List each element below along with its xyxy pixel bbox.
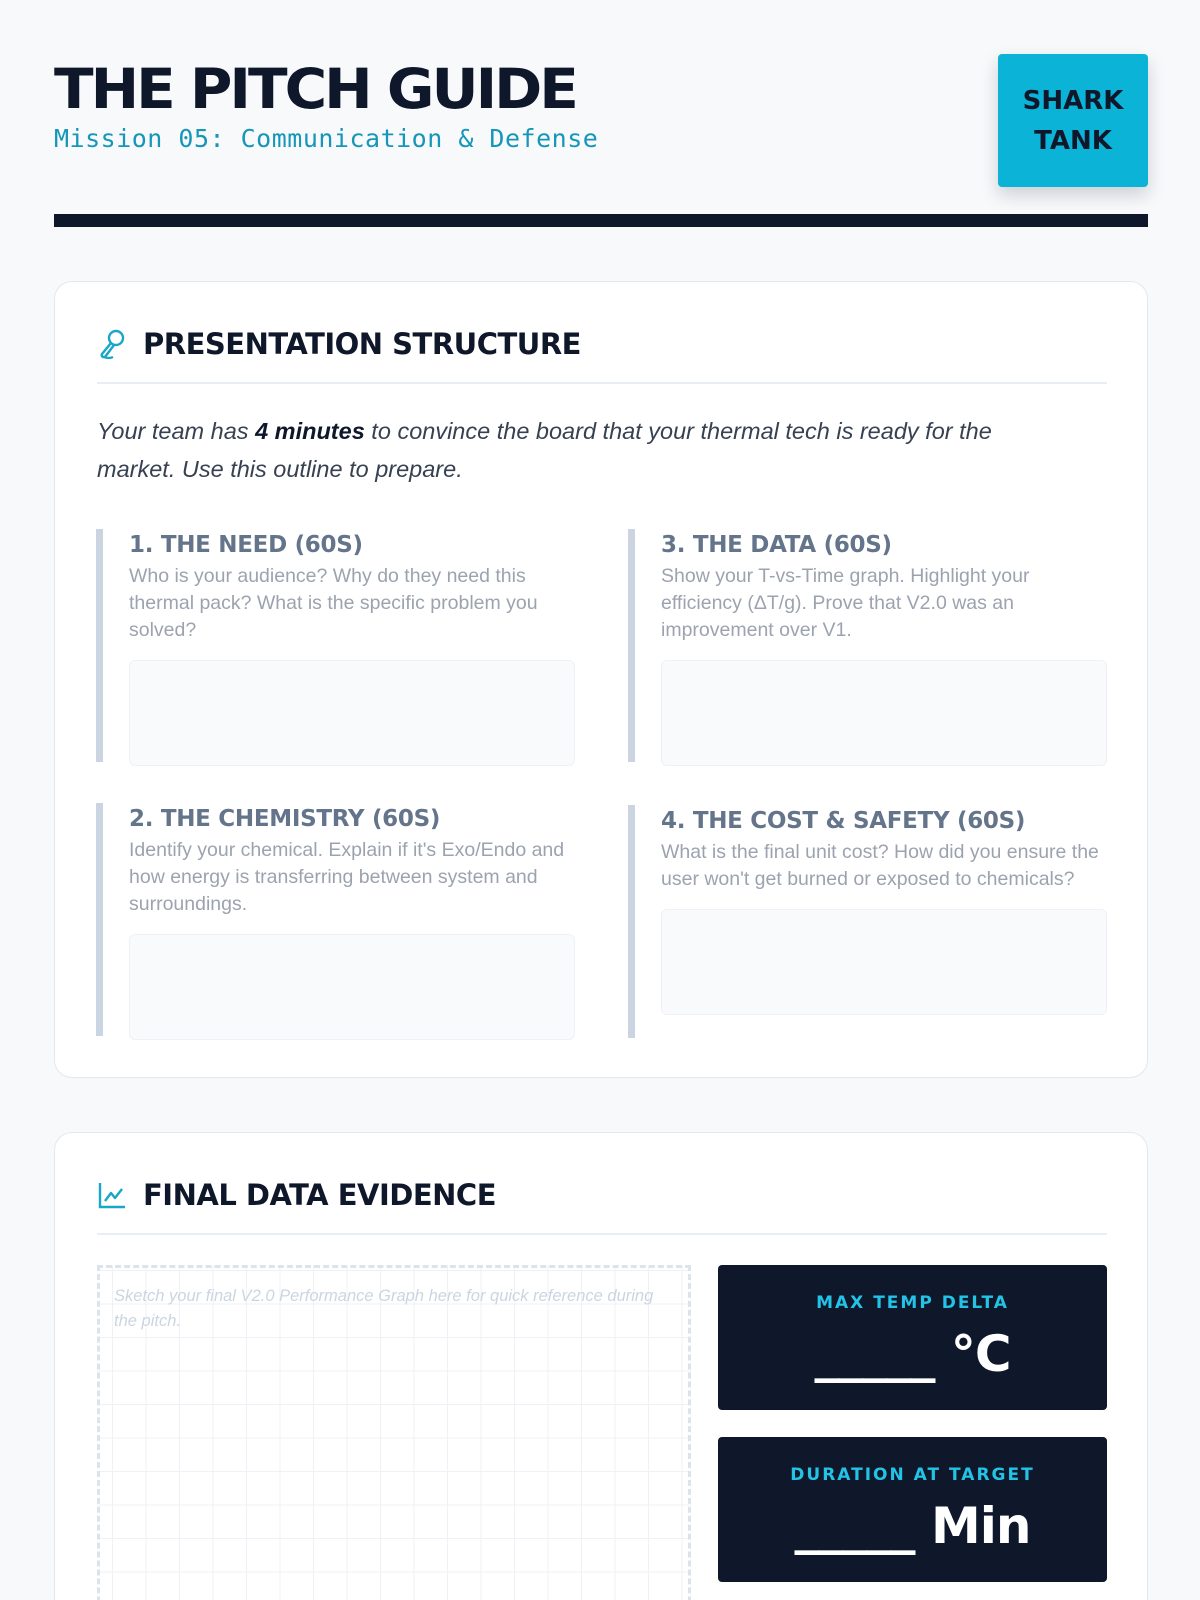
page-subtitle: Mission 05: Communication & Defense — [54, 124, 599, 153]
outline-section-data — [628, 529, 1108, 762]
outline-section-cost-safety — [628, 805, 1108, 1038]
notes-field[interactable] — [661, 909, 1107, 1015]
header-divider — [54, 214, 1148, 227]
presentation-structure-card — [54, 281, 1148, 1078]
stat-value[interactable]: _____ °C — [814, 1325, 1011, 1383]
section-description: What is the final unit cost? How did you ensure the user won't get burned or exposed to chemicals? — [661, 841, 1099, 890]
section-heading: FINAL DATA EVIDENCE — [143, 1178, 497, 1212]
page-header — [54, 50, 1148, 190]
section-title: 4. THE COST & SAFETY (60S) — [661, 808, 1026, 834]
stat-value[interactable]: _____ Min — [794, 1497, 1031, 1555]
outline-section-need — [96, 529, 576, 762]
stat-label: DURATION AT TARGET — [790, 1465, 1035, 1485]
section-title: 2. THE CHEMISTRY (60S) — [129, 806, 441, 832]
time-limit: 4 minutes — [255, 418, 365, 444]
card-header — [97, 1179, 1107, 1235]
sketch-hint: Sketch your final V2.0 Performance Graph here for quick reference during the pitch. — [114, 1287, 654, 1330]
shark-tank-badge: SHARK TANK — [998, 54, 1148, 187]
intro-text: Your team has 4 minutes to convince the board that your thermal tech is ready for the market. Use this outline to prepare. — [97, 418, 992, 482]
section-heading: PRESENTATION STRUCTURE — [143, 327, 581, 361]
outline-section-chemistry — [96, 803, 576, 1036]
microphone-icon — [97, 328, 127, 360]
section-description: Who is your audience? Why do they need this thermal pack? What is the specific problem you solved? — [129, 565, 538, 641]
notes-field[interactable] — [661, 660, 1107, 766]
final-data-evidence-card — [54, 1132, 1148, 1600]
notes-field[interactable] — [129, 934, 575, 1040]
card-header — [97, 328, 1107, 384]
section-description: Identify your chemical. Explain if it's Exo/Endo and how energy is transferring between system and surroundings. — [129, 839, 565, 915]
graph-sketch-area[interactable] — [97, 1265, 691, 1600]
page-title: THE PITCH GUIDE — [54, 56, 576, 122]
notes-field[interactable] — [129, 660, 575, 766]
section-description: Show your T-vs-Time graph. Highlight your efficiency (ΔT/g). Prove that V2.0 was an improvement over V1. — [661, 565, 1030, 641]
line-chart-icon — [97, 1179, 127, 1211]
stat-card-max-temp-delta — [718, 1265, 1107, 1410]
stat-label: MAX TEMP DELTA — [816, 1293, 1009, 1313]
section-title: 3. THE DATA (60S) — [661, 532, 892, 558]
stat-card-duration-at-target — [718, 1437, 1107, 1582]
section-title: 1. THE NEED (60S) — [129, 532, 363, 558]
